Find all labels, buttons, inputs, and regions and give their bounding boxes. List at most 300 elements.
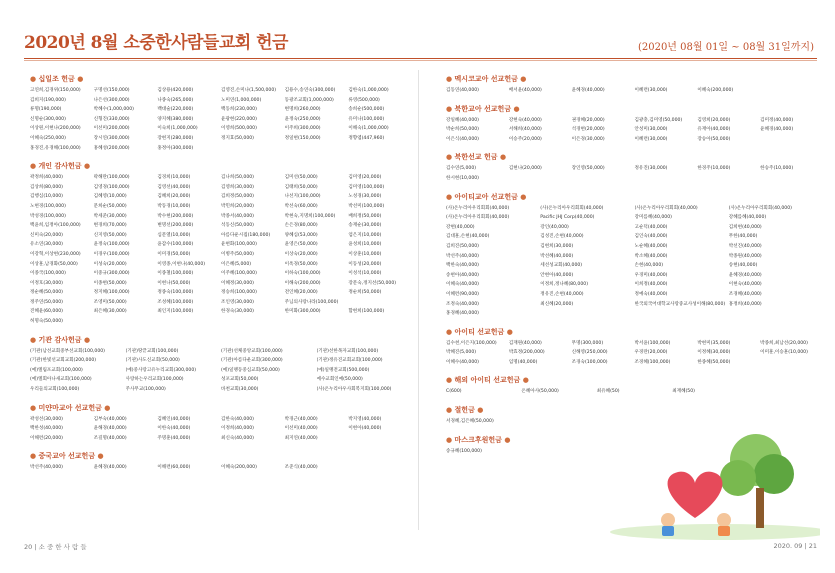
bullet-icon: ● xyxy=(446,327,455,336)
child-figure-icon xyxy=(718,526,730,536)
donation-section xyxy=(446,375,821,397)
donor-entry: 정지혜(100,000) xyxy=(93,290,130,296)
donor-entry: 동광조교회(1,000,000) xyxy=(284,97,334,103)
donor-entry: (예)엘회아나새교회(100,000) xyxy=(30,377,92,383)
section-title-label: 십일조 헌금 xyxy=(38,75,75,83)
donor-entry: 김미선(50,000) xyxy=(284,175,318,181)
donor-entry: 이혜련(30,000) xyxy=(634,88,668,93)
donor-entry: 정순혜(50,000) xyxy=(30,290,63,296)
donor-entry: 변경희(70,000) xyxy=(93,223,127,229)
donation-section xyxy=(446,152,821,183)
donor-entry: 조준식(40,000) xyxy=(284,465,318,471)
donor-entry: 백한성(40,000) xyxy=(30,426,63,432)
donor-entry: 이강혁,이상현(230,000) xyxy=(30,251,81,257)
section-title xyxy=(30,161,410,171)
page-title: 2020년 8월 소중한사람들교회 헌금 xyxy=(24,33,288,53)
donor-entry: 강인(40,000) xyxy=(540,224,569,230)
donor-entry: 이상훈(10,000) xyxy=(348,251,382,257)
donor-entry: 이종현(50,000) xyxy=(93,280,127,286)
donor-list xyxy=(446,387,821,397)
donor-entry: 김용수,송연숙(300,000) xyxy=(284,88,336,93)
section-title xyxy=(30,335,410,345)
donor-entry: 이정희,정나혜(80,000) xyxy=(540,282,588,288)
donor-entry: 윤정숙(100,000) xyxy=(93,242,130,248)
donor-entry: 나은선(300,000) xyxy=(93,97,130,103)
donor-entry: 최지연(40,000) xyxy=(284,435,318,441)
donor-entry: 이주희(300,000) xyxy=(284,126,321,132)
donor-entry: 곽정희(40,000) xyxy=(30,175,63,181)
bullet-icon: ● xyxy=(446,104,455,113)
donor-entry: 한국외국어대학교사랑중교사성이해(80,000) xyxy=(634,301,726,307)
donor-entry: 한시현(10,000) xyxy=(446,175,479,181)
donor-entry: 사랑하는우리교회(100,000) xyxy=(125,377,184,383)
donor-entry: 바천교회(30,000) xyxy=(221,387,259,393)
donor-entry: 양지혜(380,000) xyxy=(157,116,194,122)
section-title xyxy=(446,152,821,162)
bullet-icon: ● xyxy=(446,406,455,415)
donor-entry: 박서윤(100,000) xyxy=(634,340,671,346)
donor-entry: 정일현(150,000) xyxy=(284,135,321,141)
donor-entry: 신형진(330,000) xyxy=(93,116,130,122)
donor-entry: 주명훈(40,000) xyxy=(157,435,191,441)
donor-list xyxy=(30,347,410,395)
donor-entry: 강혜를혜(40,000) xyxy=(728,215,767,221)
donor-entry: 박지영(40,000) xyxy=(348,416,382,422)
donor-entry: 김경희(10,000) xyxy=(157,175,191,181)
donor-entry: (사)온누리아우리회회(40,000) xyxy=(634,205,698,211)
donor-entry: 박동경(10,000) xyxy=(157,203,191,209)
donation-section xyxy=(30,74,410,153)
donor-entry: 윤해경(40,000) xyxy=(93,426,127,432)
donor-entry: 송재순(30,000) xyxy=(348,223,382,229)
donor-entry: 정종숙(100,000) xyxy=(157,290,194,296)
donor-entry: 양혜심(53,000) xyxy=(284,232,318,238)
donor-entry: (기관)한빛선교회교회(200,000) xyxy=(30,358,97,364)
donation-section xyxy=(30,161,410,327)
donor-entry: 무명(300,000) xyxy=(571,340,604,346)
page-spine xyxy=(418,70,419,530)
donor-entry: 유재아(40,000) xyxy=(697,127,731,133)
donor-entry: 송규혜(100,000) xyxy=(446,448,482,454)
footer-left: 20 | 소 중 한 사 람 들 xyxy=(24,543,87,551)
donor-entry: 이주혜(100,000) xyxy=(221,271,257,277)
bullet-icon: ● xyxy=(446,75,455,83)
donor-entry: 신지영(50,000) xyxy=(93,232,127,238)
donor-entry: 임명(40,000) xyxy=(508,359,538,365)
donor-entry: 노미연(1,000,000) xyxy=(221,97,262,103)
donor-entry: 신해영(250,000) xyxy=(571,350,608,356)
donor-entry: 온혜아사(50,000) xyxy=(521,389,559,395)
donor-entry: 배희정(50,000) xyxy=(348,213,382,219)
donor-entry: 백동희(230,000) xyxy=(221,107,257,113)
donor-entry: 최신혜(20,000) xyxy=(540,301,574,307)
donor-entry: 이은경(30,000) xyxy=(571,136,605,142)
donor-entry: 윤혜경(40,000) xyxy=(571,88,605,93)
donor-entry: 김미영(100,000) xyxy=(348,184,385,190)
donor-entry: 구명선(150,000) xyxy=(93,88,130,93)
donor-entry: 김영경(100,000) xyxy=(93,184,130,190)
left-column xyxy=(30,74,410,481)
donor-entry: (사)온누리아우리회회(40,000) xyxy=(540,205,604,211)
donor-entry: 안성미(30,000) xyxy=(634,127,668,133)
donor-list xyxy=(30,415,410,444)
section-title-label: 개인 감사헌금 xyxy=(38,162,82,171)
bullet-icon: ● xyxy=(30,452,39,461)
section-title xyxy=(30,451,410,461)
donor-entry: 김영희(30,000) xyxy=(221,184,254,190)
donor-entry: 이숙희(1,000,000) xyxy=(157,126,198,132)
donor-entry: 문희순(50,000) xyxy=(93,203,127,209)
donor-entry: 노성경(30,000) xyxy=(348,194,382,200)
section-title xyxy=(446,375,821,385)
bullet-icon: ● xyxy=(504,327,513,336)
donation-section xyxy=(446,104,821,145)
bullet-icon: ● xyxy=(520,376,529,385)
donor-entry: 최재혜(50) xyxy=(672,389,695,395)
donor-entry: 김혜영(10,000) xyxy=(93,194,127,200)
heart-icon xyxy=(668,472,723,518)
tree-leaves-icon xyxy=(720,460,756,496)
donor-entry: 정승희(100,000) xyxy=(221,290,257,296)
donor-entry: 박성경(100,000) xyxy=(30,213,66,219)
child-figure-icon xyxy=(662,526,674,536)
section-title-label: 기관 감사헌금 xyxy=(38,335,82,344)
donor-entry: 유미나(100,000) xyxy=(348,116,385,122)
donor-entry: 이성석(10,000) xyxy=(348,271,382,277)
bullet-icon: ● xyxy=(446,435,455,444)
donor-entry: 송현(40,000) xyxy=(728,263,758,269)
donation-section xyxy=(446,327,821,368)
donor-entry: 이혜련(30,000) xyxy=(634,136,668,142)
donor-entry: 김영희(20,000) xyxy=(697,117,731,123)
donor-entry: 김인숙(40,000) xyxy=(634,234,668,240)
donor-entry: 정주연(50,000) xyxy=(30,299,63,305)
donor-entry: 이경우(100,000) xyxy=(93,251,130,257)
donor-entry: 박선주(40,000) xyxy=(30,465,63,471)
donation-section xyxy=(446,74,821,96)
donor-entry: (기관)땅끝교회(100,000) xyxy=(125,348,179,354)
bullet-icon: ● xyxy=(101,403,111,412)
donor-entry: 김한숙(40,000) xyxy=(221,416,254,422)
donor-entry: 김미영(20,000) xyxy=(348,175,382,181)
donor-entry: (기관)정유진교회교회(100,000) xyxy=(316,358,383,364)
donor-entry: 김대훈,손현(40,000) xyxy=(446,234,490,240)
donor-entry: 장현지(280,000) xyxy=(157,135,194,141)
donor-entry: 최신숙(40,000) xyxy=(221,435,254,441)
donor-entry: 이병주(50,000) xyxy=(221,251,254,257)
donor-entry: 김희정(50,000) xyxy=(221,194,254,200)
donor-entry: 김미정(40,000) xyxy=(760,117,794,123)
donor-entry: 김상용(420,000) xyxy=(157,88,194,93)
donor-entry: 류명(190,000) xyxy=(30,107,62,113)
donor-entry: 박선미(100,000) xyxy=(348,203,385,209)
donor-entry: (예)엘림포교회(100,000) xyxy=(30,367,83,373)
bullet-icon: ● xyxy=(81,162,91,171)
donor-entry: 곽해란(100,000) xyxy=(93,175,130,181)
donor-entry: 나종숙(265,000) xyxy=(157,97,194,103)
donor-entry: 주사무교(100,000) xyxy=(125,387,166,393)
donor-entry: 이상원,이현나(200,000) xyxy=(30,126,81,132)
donor-entry: 허명숙(50,000) xyxy=(30,319,63,325)
donor-entry: 이정혜(30,000) xyxy=(697,350,731,356)
donor-entry: 홍정희(40,000) xyxy=(728,301,762,307)
donor-entry: 김희진(50,000) xyxy=(446,243,479,249)
donor-entry: 조경혜(40,000) xyxy=(728,291,762,297)
donor-entry: Pacific JHJ Corp(40,000) xyxy=(540,215,595,221)
donor-entry: 박현숙,지명희(100,000) xyxy=(284,213,336,219)
donor-entry: 김나희(50,000) xyxy=(221,175,254,181)
donor-entry: 이영희(500,000) xyxy=(221,126,257,132)
donor-entry: 김상희(80,000) xyxy=(30,184,63,190)
donor-entry: 최은혜(30,000) xyxy=(93,309,127,315)
donor-entry: 박현미(35,000) xyxy=(697,340,731,346)
donor-entry: 고연희,김경위(150,000) xyxy=(30,88,81,93)
donor-entry: 정지효(50,000) xyxy=(221,135,254,141)
child-figure-icon xyxy=(717,513,731,527)
donor-entry: 엄은지(10,000) xyxy=(348,232,382,238)
donor-entry: 김재원(40,000) xyxy=(508,340,542,346)
donor-entry: 이종국(100,000) xyxy=(30,271,66,277)
donor-entry: 이현숙(40,000) xyxy=(728,282,762,288)
bullet-icon: ● xyxy=(30,335,39,344)
donor-entry: 장승아(50,000) xyxy=(697,136,731,142)
donor-entry: 이은식(40,000) xyxy=(446,136,479,142)
donor-entry: 신미숙(20,000) xyxy=(30,232,63,238)
donor-entry: 이상훈,남경화(50,000) xyxy=(30,261,78,267)
donor-entry: 홍경진,유경해(100,000) xyxy=(30,145,81,151)
donor-entry: 장인영(50,000) xyxy=(571,166,605,172)
donor-entry: 우경란(20,000) xyxy=(634,350,668,356)
donor-entry: 정유진,손현(40,000) xyxy=(540,291,584,297)
donor-entry: 곽성선(30,000) xyxy=(30,416,63,422)
donor-entry: 백대술(220,000) xyxy=(157,107,194,113)
donor-entry: 이해숙(200,000) xyxy=(284,280,321,286)
donor-entry: 강현(40,000) xyxy=(446,224,475,230)
donor-entry: 홍경혜(40,000) xyxy=(446,311,479,317)
section-title xyxy=(446,405,821,415)
donor-entry: (사)온누리아우사회복지회(100,000) xyxy=(316,387,392,393)
bullet-icon: ● xyxy=(30,403,39,412)
section-title-label: 중국교아 선교헌금 xyxy=(38,452,96,461)
bullet-icon: ● xyxy=(30,75,39,83)
donor-entry: (예)중사랑고유누리교회(300,000) xyxy=(125,367,197,373)
donor-entry: 한종혜(50,000) xyxy=(697,359,731,365)
donor-entry: 이중규(300,000) xyxy=(93,271,130,277)
donor-entry: 박선진(40,000) xyxy=(728,243,762,249)
donor-entry: 강미를혜(40,000) xyxy=(634,215,672,221)
section-title xyxy=(446,104,821,114)
donation-section xyxy=(446,192,821,319)
donor-entry: 강일혜(40,000) xyxy=(446,117,479,123)
donor-entry: 김영진,손미나(1,500,000) xyxy=(221,88,277,93)
donor-entry: 박선주(40,000) xyxy=(446,253,479,259)
donor-entry: 윤현화(100,000) xyxy=(221,242,257,248)
donor-entry: (기관)선체중앙교회(100,000) xyxy=(221,348,283,354)
donor-entry: 이정호(30,000) xyxy=(30,280,63,286)
donor-entry: 한승주(10,000) xyxy=(760,166,794,172)
donor-entry: 유소연(30,000) xyxy=(30,242,63,248)
donor-list xyxy=(446,86,821,96)
donor-entry: 석경현(20,000) xyxy=(571,127,605,133)
donation-section xyxy=(30,451,410,473)
donation-section xyxy=(30,403,410,444)
donor-list xyxy=(30,463,410,473)
donor-entry: 윤광현(220,000) xyxy=(221,116,257,122)
donor-entry: 심문열(10,000) xyxy=(157,232,191,238)
donor-entry: 박종희,최남선(20,000) xyxy=(760,340,808,346)
donor-entry: 권경혜(20,000) xyxy=(571,117,605,123)
donor-entry: 윤혜경(40,000) xyxy=(760,127,794,133)
donor-entry: 변명선(200,000) xyxy=(157,223,194,229)
donor-entry: 류영(500,000) xyxy=(348,97,380,103)
bullet-icon: ● xyxy=(30,162,39,171)
donor-entry: (예)일맹전교회(500,000) xyxy=(316,367,370,373)
donor-entry: 한미화(300,000) xyxy=(284,309,321,315)
donor-list xyxy=(30,86,410,153)
donor-entry: 조인영(30,000) xyxy=(221,299,254,305)
donor-entry: 박소혜(40,000) xyxy=(634,253,668,259)
bullet-icon: ● xyxy=(474,406,484,415)
donor-entry: 손은경(80,000) xyxy=(284,223,318,229)
donor-list xyxy=(30,173,410,327)
donor-entry: 이혜련(90,000) xyxy=(446,291,479,297)
section-title xyxy=(30,74,410,84)
donor-entry: 나선지(100,000) xyxy=(284,194,321,200)
donor-entry: 이혜숙(200,000) xyxy=(697,88,734,93)
donor-entry: 김행심(10,000) xyxy=(30,194,63,200)
donor-entry: (사)온누리아우리회회(40,000) xyxy=(728,205,792,211)
donor-entry: 서해희(40,000) xyxy=(508,127,542,133)
donor-entry: 김혜희(20,000) xyxy=(157,194,191,200)
donor-entry: 박세준(30,000) xyxy=(93,213,127,219)
section-title-label: 절헌금 xyxy=(454,406,475,415)
period-range: (2020년 08월 01일 ~ 08월 31일까지) xyxy=(637,42,814,53)
donor-entry: 조영미(50,000) xyxy=(93,299,127,305)
donor-entry: C(600) xyxy=(446,389,462,395)
donor-entry: 석동신(50,000) xyxy=(221,223,254,229)
donor-entry: 백윤희,임정아(100,000) xyxy=(30,223,81,229)
donor-entry: 박혜진(5,000) xyxy=(446,350,477,356)
tree-heart-illustration xyxy=(560,420,820,540)
donor-entry: 윤영은(50,000) xyxy=(284,242,318,248)
donor-entry: 김영선(40,000) xyxy=(157,184,191,190)
donor-entry: 정향엽(447,960) xyxy=(348,135,385,141)
donor-entry: 박수현(200,000) xyxy=(157,213,194,219)
donor-entry: 윤혜경(40,000) xyxy=(93,465,127,471)
donor-entry: 이하숙(100,000) xyxy=(284,271,321,277)
donor-entry: 정순희(50,000) xyxy=(348,290,382,296)
donor-entry: (기관)사도신교회(50,000) xyxy=(125,358,180,364)
donor-entry: 조길명(40,000) xyxy=(93,435,127,441)
donor-entry: 성포교회(50,000) xyxy=(221,377,259,383)
donor-entry: 김현나(20,000) xyxy=(508,166,542,172)
donor-entry: 장시연(300,000) xyxy=(93,135,130,141)
donor-entry: 변명희(260,000) xyxy=(284,107,321,113)
donor-entry: 우리들의교회(100,000) xyxy=(30,387,80,393)
donor-entry: 정예숙(40,000) xyxy=(634,291,668,297)
donor-entry: 박종원(40,000) xyxy=(728,253,762,259)
section-title-label: 아이티 선교헌금 xyxy=(454,327,505,336)
donor-entry: 이혜정(30,000) xyxy=(221,280,254,286)
section-title xyxy=(30,403,410,413)
donor-entry: 이성숙(20,000) xyxy=(93,261,127,267)
donor-entry: 이현아(40,000) xyxy=(348,426,382,432)
donor-entry: 김수천,이은지(100,000) xyxy=(446,340,497,346)
donor-entry: (기관)아름다운교회(300,000) xyxy=(221,358,283,364)
donor-entry: 함현희(100,000) xyxy=(348,309,385,315)
donor-entry: 윤갑수(100,000) xyxy=(157,242,194,248)
donor-entry: 홍정아(300,000) xyxy=(157,145,194,151)
donor-entry: 이혜숙(200,000) xyxy=(221,465,257,471)
donor-entry: 진혜윤(60,000) xyxy=(30,309,63,315)
donor-entry: 김부숙(40,000) xyxy=(93,416,127,422)
section-title-label: 북한선교 헌금 xyxy=(454,153,498,162)
donor-entry: 윤성희(10,000) xyxy=(348,242,382,248)
ground-shape xyxy=(610,524,820,540)
donor-entry: (기관)선한목자교회(100,000) xyxy=(316,348,379,354)
footer-right: 2020. 09 | 21 xyxy=(773,542,817,550)
page-header xyxy=(24,28,814,58)
donor-entry: 손현(40,000) xyxy=(634,263,664,269)
bullet-icon: ● xyxy=(446,153,455,162)
donor-list xyxy=(446,116,821,145)
section-title xyxy=(446,192,821,202)
donor-entry: 배서윤(40,000) xyxy=(508,88,542,93)
donor-entry: 우경미(40,000) xyxy=(634,272,668,278)
donor-entry: 신명순(300,000) xyxy=(30,116,66,122)
donor-entry: 이미경(50,000) xyxy=(157,251,191,257)
donor-entry: 박민희(20,000) xyxy=(221,203,254,209)
donor-entry: 홍혜성(200,000) xyxy=(93,145,130,151)
donor-entry: 박경근(40,000) xyxy=(284,416,318,422)
donor-entry: 김혜인(40,000) xyxy=(157,416,191,422)
bullet-icon: ● xyxy=(446,192,455,201)
donor-entry: 이한숙(40,000) xyxy=(157,426,191,432)
donor-entry: 전인혜(20,000) xyxy=(284,290,318,296)
donor-entry: 송현아(40,000) xyxy=(446,272,479,278)
bullet-icon: ● xyxy=(517,75,527,83)
donor-entry: 노순혜(40,000) xyxy=(634,243,668,249)
donor-entry: 이영종,이현나(40,000) xyxy=(157,261,206,267)
donor-entry: 조성혜(100,000) xyxy=(157,299,194,305)
donor-entry: 예수교회인예(50,000) xyxy=(316,377,363,383)
section-title-label: 멕시코교아 선교헌금 xyxy=(454,75,518,83)
donor-entry: 김현희(30,000) xyxy=(540,243,574,249)
donor-entry: 한경주(10,000) xyxy=(697,166,731,172)
donor-entry: 이해숙(1,000,000) xyxy=(348,126,389,132)
section-title xyxy=(446,327,821,337)
donor-entry: (예)일맹동중심교회(50,000) xyxy=(221,367,280,373)
donor-entry: 이옥경(50,000) xyxy=(284,261,318,267)
bullet-icon: ● xyxy=(511,104,520,113)
donor-entry: 정유진(30,000) xyxy=(634,166,668,172)
donor-entry: 장문숙,정지선(50,000) xyxy=(348,280,397,286)
donor-entry: 윤혜경(40,000) xyxy=(728,272,762,278)
donor-entry xyxy=(348,298,410,308)
donor-entry: 노현경(100,000) xyxy=(30,203,66,209)
donor-entry: 박선숙(60,000) xyxy=(284,203,318,209)
donor-entry: 세선성교회(40,000) xyxy=(540,263,583,269)
donor-entry: 이종철(100,000) xyxy=(157,271,194,277)
donor-entry: 김동연(40,000) xyxy=(446,88,479,93)
donor-entry: 김광충,김미영(50,000) xyxy=(634,117,683,123)
donor-entry: 윤정숙(250,000) xyxy=(284,116,321,122)
donor-entry: 이해련(60,000) xyxy=(157,465,191,471)
donor-entry: 최유혜(50) xyxy=(596,389,620,395)
donor-entry: 이미훈,이승훈(10,000) xyxy=(760,350,808,356)
bullet-icon: ● xyxy=(517,192,527,201)
donor-entry: 조경숙(100,000) xyxy=(571,359,608,365)
